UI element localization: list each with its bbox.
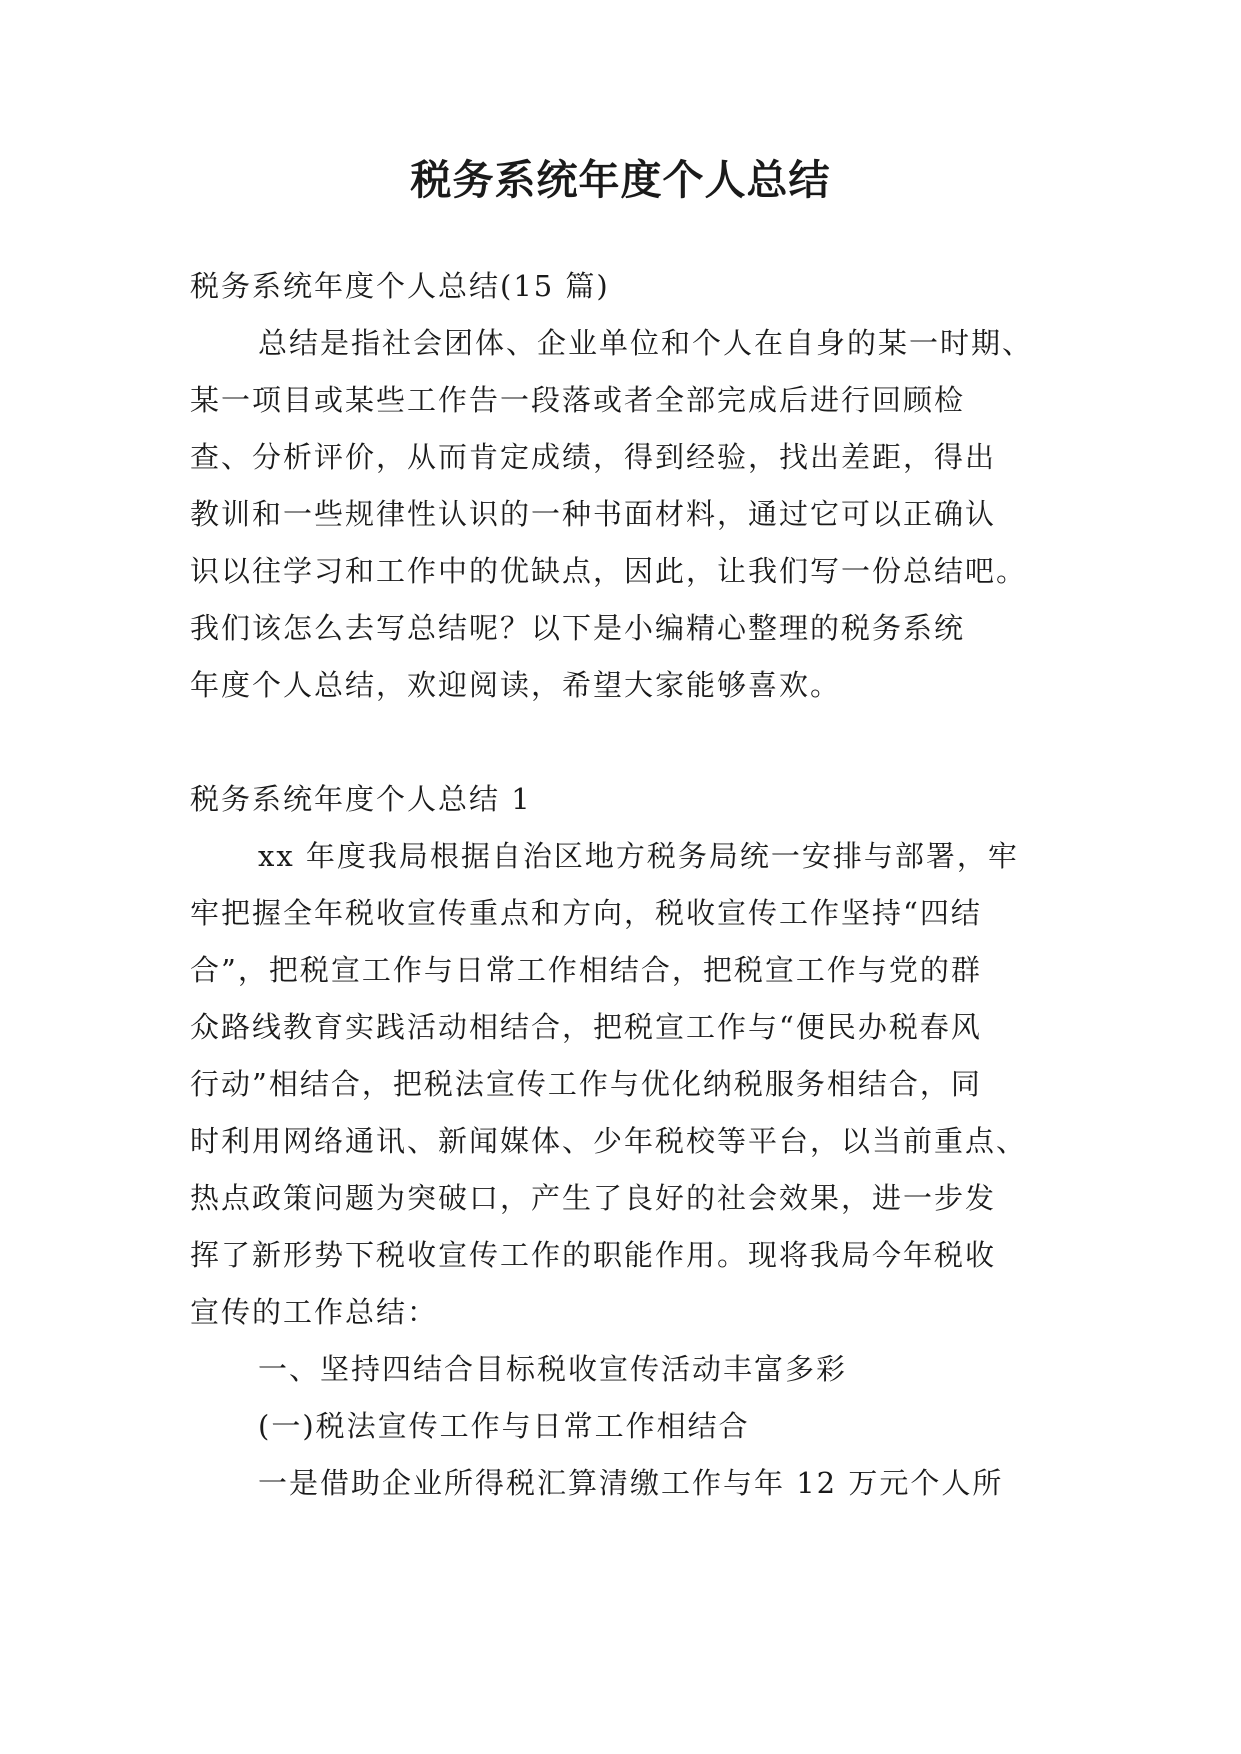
intro-line-3: 查、分析评价，从而肯定成绩，得到经验，找出差距，得出	[190, 440, 997, 474]
section-line-2: 牢把握全年税收宣传重点和方向，税收宣传工作坚持“四结	[190, 896, 982, 930]
section-line-1: xx 年度我局根据自治区地方税务局统一安排与部署，牢	[258, 839, 1019, 873]
section-line-8: 挥了新形势下税收宣传工作的职能作用。现将我局今年税收	[190, 1238, 997, 1272]
body-last-line: 一是借助企业所得税汇算清缴工作与年 12 万元个人所	[258, 1466, 1004, 1500]
section-heading: 税务系统年度个人总结 1	[190, 782, 532, 816]
intro-line-2: 某一项目或某些工作告一段落或者全部完成后进行回顾检	[190, 383, 966, 417]
heading-one: 一、坚持四结合目标税收宣传活动丰富多彩	[258, 1352, 848, 1386]
section-line-5: 行动”相结合，把税法宣传工作与优化纳税服务相结合，同	[190, 1067, 982, 1101]
section-line-3: 合”，把税宣工作与日常工作相结合，把税宣工作与党的群	[190, 953, 982, 987]
intro-line-1: 总结是指社会团体、企业单位和个人在自身的某一时期、	[258, 326, 1034, 360]
document-body	[190, 258, 1050, 1512]
section-line-9: 宣传的工作总结：	[190, 1295, 439, 1329]
document-title: 税务系统年度个人总结	[410, 156, 831, 204]
section-line-4: 众路线教育实践活动相结合，把税宣工作与“便民办税春风	[190, 1010, 982, 1044]
intro-line-5: 识以往学习和工作中的优缺点，因此，让我们写一份总结吧。	[190, 554, 1028, 588]
intro-line-7: 年度个人总结，欢迎阅读，希望大家能够喜欢。	[190, 668, 842, 702]
paragraph-gap	[190, 714, 1050, 771]
section-line-6: 时利用网络通讯、新闻媒体、少年税校等平台，以当前重点、	[190, 1124, 1028, 1158]
document-subtitle: 税务系统年度个人总结(15 篇)	[190, 269, 610, 303]
section-line-7: 热点政策问题为突破口，产生了良好的社会效果，进一步发	[190, 1181, 997, 1215]
intro-line-6: 我们该怎么去写总结呢？以下是小编精心整理的税务系统	[190, 611, 966, 645]
intro-line-4: 教训和一些规律性认识的一种书面材料，通过它可以正确认	[190, 497, 997, 531]
heading-sub: (一)税法宣传工作与日常工作相结合	[258, 1409, 750, 1443]
